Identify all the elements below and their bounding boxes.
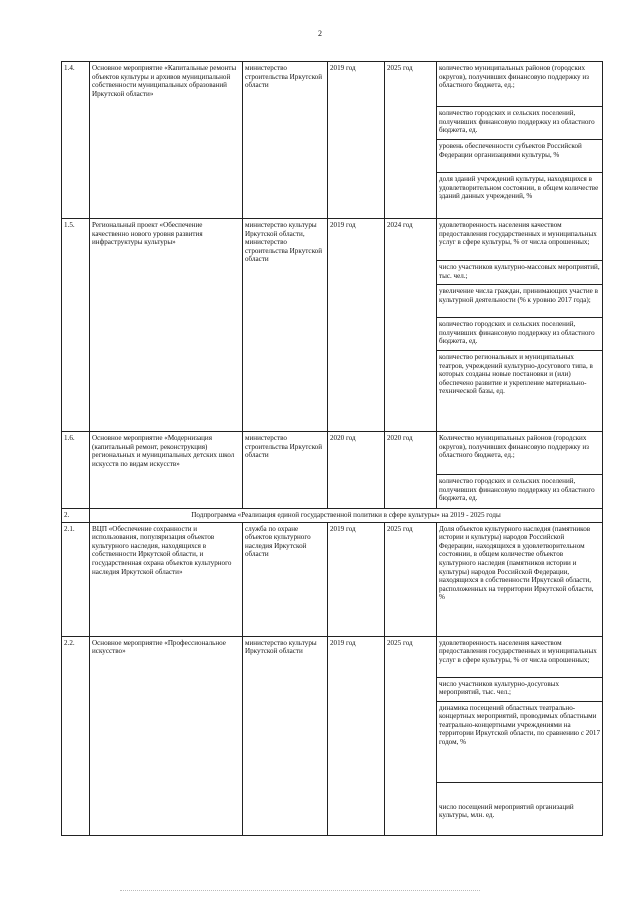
end-year: 2024 год <box>385 219 437 432</box>
indicator: Доля объектов культурного наследия (памятников истории и культуры) народов Российской Федерации, находящихся в удовлетворительном состоянии, в общем количестве объектов культурного наследия (памятников истории и культуры) народов Российской Федерации, находящихся в собственности Иркутской области, расположенных на территории Иркутской области, % <box>437 522 603 636</box>
indicator: Количество муниципальных районов (городских округов), получивших финансовую поддержку из областного бюджета, ед.; <box>437 432 602 475</box>
indicator: удовлетворенность населения качеством предоставления государственных и муниципальных услуг в сфере культуры, % от числа опрошенных; <box>437 637 602 678</box>
end-year: 2025 год <box>385 522 437 636</box>
end-year: 2025 год <box>385 636 437 835</box>
table-row <box>62 62 603 219</box>
executor: служба по охране объектов культурного наследия Иркутской области <box>243 522 328 636</box>
table-row <box>62 432 603 509</box>
row-number: 1.6. <box>62 432 90 509</box>
indicator: количество городских и сельских поселений, получивших финансовую поддержку из областного бюджета, ед. <box>437 318 602 351</box>
start-year: 2019 год <box>328 636 385 835</box>
section-row <box>62 509 603 523</box>
start-year: 2019 год <box>328 522 385 636</box>
indicator: динамика посещений областных театрально-концертных мероприятий, проводимых областными театрально-концертными учреждениями на территории Иркутской области, по сравнению с 2017 годом, % <box>437 702 602 783</box>
executor: министерство строительства Иркутской области <box>243 432 328 509</box>
indicator: количество региональных и муниципальных театров, учреждений культурно-досугового типа, в которых созданы новые постановки и (или) обеспечено развитие и укрепление материально-технической базы, ед. <box>439 353 593 396</box>
executor: министерство строительства Иркутской области <box>243 62 328 219</box>
indicator: количество городских и сельских поселений, получивших финансовую поддержку из областного бюджета, ед. <box>437 107 602 140</box>
row-number: 2.1. <box>62 522 90 636</box>
indicators-cell <box>437 432 603 509</box>
indicator: количество муниципальных районов (городских округов), получивших финансовую поддержку из областного бюджета, ед.; <box>437 62 602 107</box>
indicator: уровень обеспеченности субъектов Российской Федерации организациями культуры, % <box>437 140 602 173</box>
program-table <box>61 61 603 836</box>
section-title: Подпрограмма «Реализация единой государственной политики в сфере культуры» на 2019 - 2025 годы <box>90 509 603 523</box>
event-name: Региональный проект «Обеспечение качественно нового уровня развития инфраструктуры культуры» <box>90 219 243 432</box>
indicator: удовлетворенность населения качеством предоставления государственных и муниципальных услуг в сфере культуры, % от числа опрошенных; <box>437 219 602 261</box>
page-number: 2 <box>318 29 322 38</box>
start-year: 2020 год <box>328 432 385 509</box>
executor: министерство культуры Иркутской области, министерство строительства Иркутской области <box>243 219 328 432</box>
event-name: Основное мероприятие «Капитальные ремонты объектов культуры и архивов муниципальной собственности муниципальных образований Иркутской области» <box>90 62 243 219</box>
start-year: 2019 год <box>328 62 385 219</box>
row-number: 1.5. <box>62 219 90 432</box>
table-row <box>62 219 603 432</box>
end-year: 2025 год <box>385 62 437 219</box>
event-name: ВЦП «Обеспечение сохранности и использования, популяризация объектов культурного наследия, находящихся в собственности Иркутской области, и государственная охрана объектов культурного наследия Иркутской области» <box>90 522 243 636</box>
event-name: Основное мероприятие «Модернизация (капитальный ремонт, реконструкция) региональных и муниципальных детских школ искусств по видам искусств» <box>90 432 243 509</box>
indicator: число посещений мероприятий организаций культуры, млн. ед. <box>439 802 574 820</box>
indicator: увеличение числа граждан, принимающих участие в культурной деятельности (% к уровню 2017 года); <box>437 285 602 318</box>
table-row <box>62 636 603 835</box>
end-year: 2020 год <box>385 432 437 509</box>
indicator: число участников культурно-досуговых мероприятий, тыс. чел.; <box>437 678 602 702</box>
row-number: 1.4. <box>62 62 90 219</box>
indicator: доля зданий учреждений культуры, находящихся в удовлетворительном состоянии, в общем количестве зданий данных учреждений, % <box>439 175 599 201</box>
indicators-cell <box>437 636 603 835</box>
executor: министерство культуры Иркутской области <box>243 636 328 835</box>
event-name: Основное мероприятие «Профессиональное искусство» <box>90 636 243 835</box>
indicators-cell <box>437 219 603 432</box>
table-row <box>62 522 603 636</box>
section-number: 2. <box>62 509 90 523</box>
indicator: число участников культурно-массовых мероприятий, тыс. чел.; <box>437 261 602 285</box>
start-year: 2019 год <box>328 219 385 432</box>
page-edge-artifact <box>120 890 480 893</box>
indicator: количество городских и сельских поселений, получивших финансовую поддержку из областного бюджета, ед. <box>439 477 595 503</box>
indicators-cell <box>437 62 603 219</box>
row-number: 2.2. <box>62 636 90 835</box>
